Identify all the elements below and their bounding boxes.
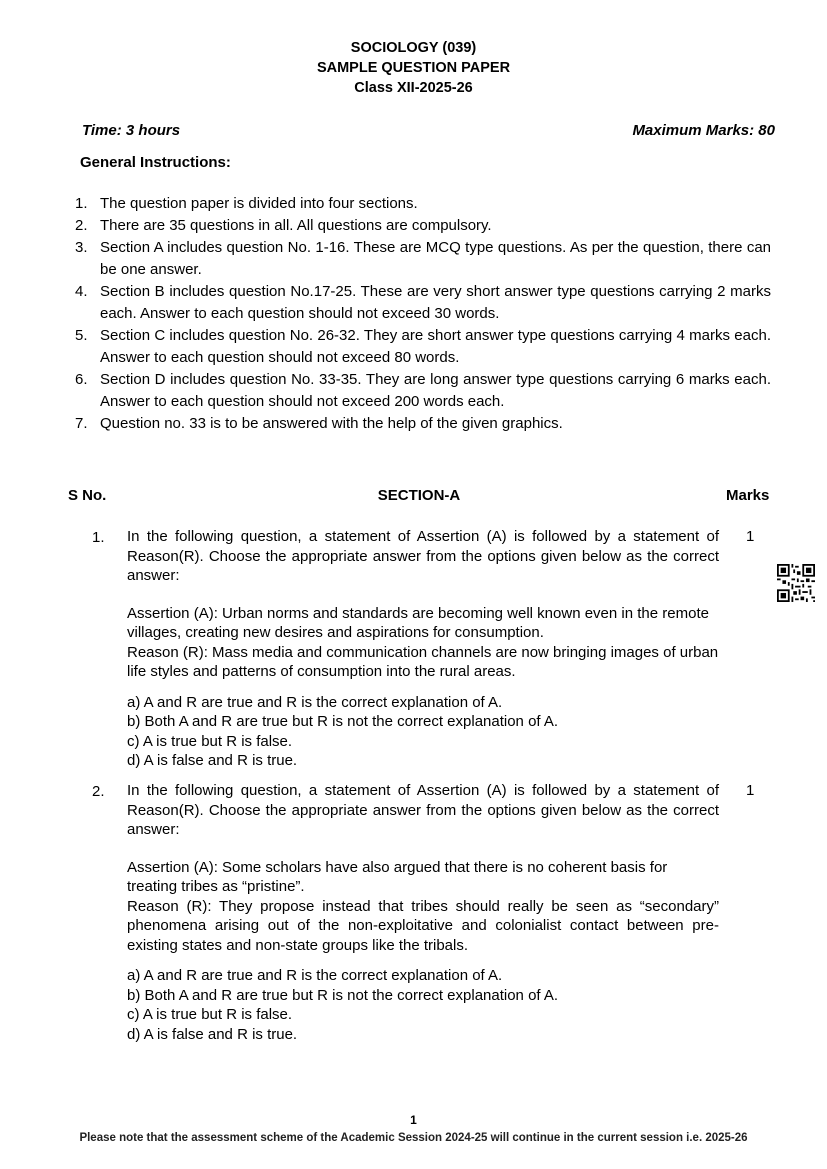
marks-header: Marks [726, 487, 770, 504]
instructions-title: General Instructions: [80, 154, 231, 171]
instruction-item: 2. There are 35 questions in all. All questions are compulsory. [75, 217, 492, 234]
page-number: 1 [410, 1113, 417, 1127]
option-b: b) Both A and R are true but R is not the correct explanation of A. [127, 986, 559, 1004]
question-number: 1. [92, 529, 105, 546]
option-b: b) Both A and R are true but R is not the correct explanation of A. [127, 713, 559, 730]
option-a: a) A and R are true and R is the correct explanation of A. [127, 693, 503, 711]
paper-title: SAMPLE QUESTION PAPER [316, 60, 511, 76]
question-marks: 1 [746, 782, 755, 799]
question-number: 2. [92, 783, 105, 800]
section-header: SECTION-A [377, 487, 461, 504]
instruction-item: 6. Section D includes question No. 33-35. They are long answer type questions carrying 6 marks each. Answer to each question should not exceed 200 words each. [75, 371, 771, 410]
max-marks-label: Maximum Marks: 80 [632, 122, 775, 139]
class-title: Class XII-2025-26 [354, 80, 473, 96]
instruction-item: 5. Section C includes question No. 26-32. They are short answer type questions carrying 4 marks each. Answer to each question should not exceed 80 words. [75, 327, 771, 366]
instruction-item: 3. Section A includes question No. 1-16. These are MCQ type questions. As per the question, there can be one answer. [75, 239, 771, 278]
question-stem: In the following question, a statement of Assertion (A) is followed by a statement of Reason(R). Choose the appropriate answer from the options given below as the correct answer: [127, 782, 719, 838]
option-d: d) A is false and R is true. [127, 1025, 298, 1043]
option-d: d) A is false and R is true. [127, 752, 298, 769]
question-body [127, 527, 719, 771]
question-marks: 1 [746, 528, 755, 545]
option-c: c) A is true but R is false. [127, 732, 293, 750]
footer-note: Please note that the assessment scheme of the Academic Session 2024-25 will continue in the current session i.e. 2025-26 [79, 1132, 748, 1144]
subject-title: SOCIOLOGY (039) [350, 40, 477, 56]
sno-header: S No. [68, 487, 107, 504]
paper-header [0, 38, 827, 98]
option-a: a) A and R are true and R is the correct explanation of A. [127, 967, 503, 984]
assertion-text: Assertion (A): Urban norms and standards are becoming well known even in the remote villages, creating new desires and aspirations for consumption. [127, 604, 709, 641]
instruction-item: 1. The question paper is divided into four sections. [75, 195, 418, 212]
qr-code-image [777, 564, 815, 602]
option-c: c) A is true but R is false. [127, 1006, 293, 1023]
time-label: Time: 3 hours [82, 122, 181, 139]
reason-text: Reason (R): Mass media and communication channels are now bringing images of urban life styles and patterns of consumption into the rural areas. [127, 643, 719, 680]
instruction-item: 4. Section B includes question No.17-25. These are very short answer type questions carrying 2 marks each. Answer to each question should not exceed 30 words. [75, 283, 771, 322]
instructions-list [75, 193, 771, 435]
question-body [127, 781, 719, 1044]
reason-text: Reason (R): They propose instead that tribes should really be seen as “secondary” phenomena arising out of the non-exploitative and colonialist contact between pre-existing states and non-state groups like the tribals. [127, 897, 719, 954]
instruction-item: 7. Question no. 33 is to be answered with the help of the given graphics. [75, 415, 563, 432]
assertion-text: Assertion (A): Some scholars have also argued that there is no coherent basis for treating tribes as “pristine”. [127, 858, 668, 895]
question-stem: In the following question, a statement of Assertion (A) is followed by a statement of Reason(R). Choose the appropriate answer from the options given below as the correct answer: [127, 528, 719, 584]
